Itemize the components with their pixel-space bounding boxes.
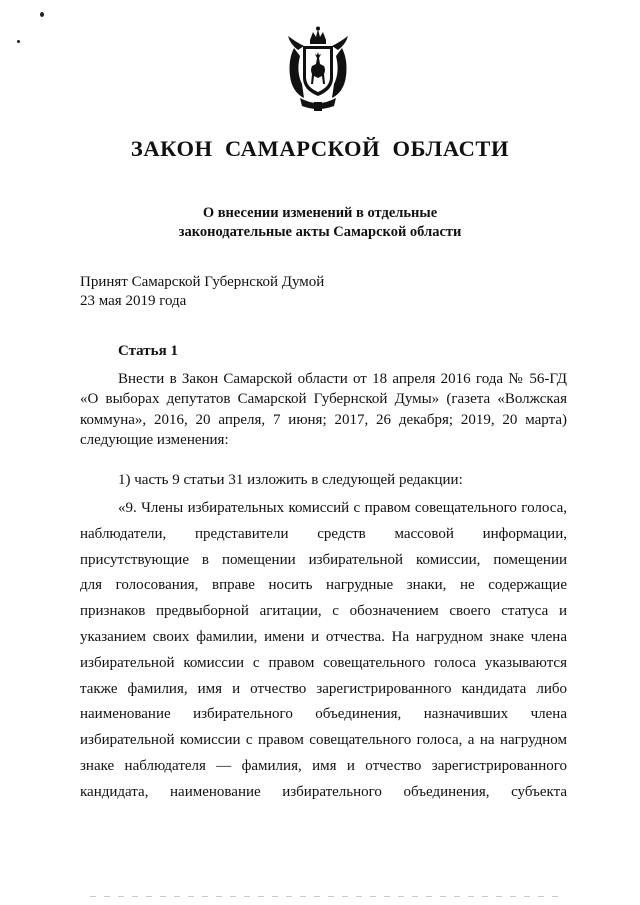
paragraph-line: кандидата, наименование избирательного объединения, субъекта: [80, 783, 567, 800]
paragraph-line: коммуна», 2016, 20 апреля, 7 июня; 2017, 26 декабря; 2019, 20 марта): [80, 411, 567, 428]
paragraph-line: «9. Члены избирательных комиссий с правом совещательного голоса,: [118, 500, 567, 516]
paragraph-line: «О выборах депутатов Самарской Губернской Думы» (газета «Волжская: [80, 391, 567, 408]
adoption-date: 23 мая 2019 года: [80, 293, 187, 309]
paragraph-line: избирательной комиссии с правом совещательного голоса указываются: [80, 654, 567, 671]
paragraph-amendment-intro: [80, 369, 567, 450]
document-subtitle: [0, 204, 640, 242]
paragraph-line: присутствующие в помещении избирательной комиссии, помещении: [80, 551, 567, 568]
paragraph-line: указанием своих фамилии, имени и отчества. На нагрудном знаке члена: [80, 628, 567, 645]
paragraph-item-1: 1) часть 9 статьи 31 изложить в следующей редакции:: [118, 472, 463, 488]
scan-speck: [40, 12, 44, 17]
paragraph-line: избирательной комиссии с правом совещательного голоса, а на нагрудном: [80, 732, 567, 749]
document-title: ЗАКОН САМАРСКОЙ ОБЛАСТИ: [130, 136, 510, 161]
paragraph-line: наименование избирательного объединения, назначивших члена: [80, 706, 567, 723]
paragraph-line: также фамилия, имя и отчество зарегистрированного кандидата либо: [80, 680, 567, 697]
adoption-body: Принят Самарской Губернской Думой: [80, 274, 325, 290]
paragraph-line: следующие изменения:: [80, 431, 229, 448]
paragraph-line: для голосования, вправе носить нагрудные знаки, не содержащие: [80, 577, 567, 594]
paragraph-line: Внести в Закон Самарской области от 18 апреля 2016 года № 56-ГД: [118, 371, 567, 387]
scan-bottom-artifact: [90, 896, 560, 897]
coat-of-arms-emblem: [284, 26, 352, 112]
paragraph-quoted-part: [80, 496, 567, 806]
adoption-info: [80, 273, 324, 311]
paragraph-line: признаков предвыборной агитации, с обозначением своего статуса и: [80, 603, 567, 620]
subtitle-line: законодательные акты Самарской области: [178, 224, 462, 240]
scan-speck: [17, 40, 20, 43]
article-heading: Статья 1: [118, 343, 178, 359]
subtitle-line: О внесении изменений в отдельные: [202, 205, 438, 221]
paragraph-line: наблюдатели, представители средств массовой информации,: [80, 525, 567, 542]
paragraph-line: знаке наблюдателя — фамилия, имя и отчество зарегистрированного: [80, 757, 567, 774]
